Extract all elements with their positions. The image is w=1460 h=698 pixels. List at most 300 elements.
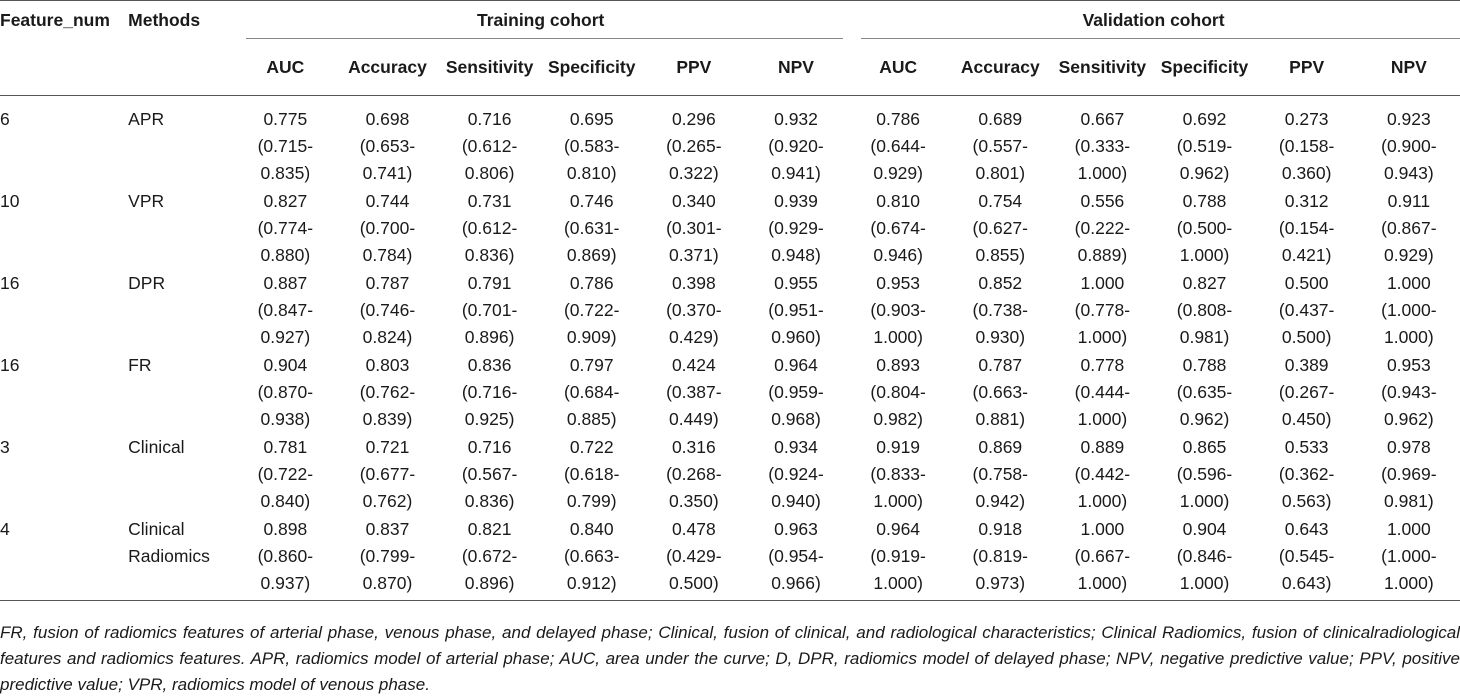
cell-method bbox=[128, 516, 234, 601]
cell-ci-part: 0.371) bbox=[669, 245, 719, 265]
cell-validation-accuracy bbox=[949, 434, 1051, 516]
cell-ci-part: (0.722- bbox=[257, 464, 314, 484]
cell-value: 0.273 bbox=[1284, 109, 1329, 129]
cell-ci-part: 0.500) bbox=[669, 573, 719, 593]
cell-ci-part: 0.981) bbox=[1384, 491, 1434, 511]
cell-method bbox=[128, 96, 234, 189]
cell-ci-part: 0.836) bbox=[464, 491, 515, 511]
cell-training-sensitivity bbox=[439, 270, 541, 352]
cell-feature-num: 3 bbox=[0, 437, 10, 457]
cell-ci-part: 0.835) bbox=[260, 163, 311, 183]
cell-training-specificity bbox=[541, 516, 643, 601]
cell-value: 0.865 bbox=[1182, 437, 1227, 457]
cell-training-sensitivity bbox=[439, 434, 541, 516]
cell-ci-part: 1.000) bbox=[1179, 245, 1230, 265]
cell-ci-part: (0.267- bbox=[1278, 382, 1335, 402]
cell-ci-part: (0.444- bbox=[1074, 382, 1131, 402]
table-row bbox=[0, 96, 1460, 189]
cell-ci-part: 0.973) bbox=[975, 573, 1026, 593]
cell-value: 0.786 bbox=[876, 109, 921, 129]
cell-method-line: DPR bbox=[128, 273, 166, 293]
cell-validation-sensitivity bbox=[1051, 270, 1153, 352]
cell-ci-part: 0.836) bbox=[464, 245, 515, 265]
cell-ci-part: 1.000) bbox=[873, 327, 923, 347]
cell-ci-part: 0.966) bbox=[771, 573, 821, 593]
header-training-auc: AUC bbox=[266, 56, 305, 77]
cell-ci-part: 0.929) bbox=[1384, 245, 1434, 265]
cell-ci-part: 0.824) bbox=[362, 327, 413, 347]
cell-value: 1.000 bbox=[1386, 519, 1431, 539]
cell-ci-part: 0.938) bbox=[260, 409, 311, 429]
cell-ci-part: 0.643) bbox=[1281, 573, 1332, 593]
cell-training-accuracy bbox=[336, 352, 438, 434]
cell-value: 0.398 bbox=[671, 273, 716, 293]
cell-ci-part: 0.500) bbox=[1281, 327, 1332, 347]
cell-ci-part: (0.867- bbox=[1381, 218, 1437, 238]
header-validation-auc: AUC bbox=[879, 56, 918, 77]
cell-validation-accuracy bbox=[949, 352, 1051, 434]
cell-ci-part: (0.943- bbox=[1381, 382, 1437, 402]
cell-value: 0.932 bbox=[774, 109, 818, 129]
cell-value: 0.689 bbox=[978, 109, 1023, 129]
cell-ci-part: (0.860- bbox=[257, 546, 314, 566]
cell-value: 0.731 bbox=[467, 191, 512, 211]
cell-validation-accuracy bbox=[949, 270, 1051, 352]
cell-ci-part: 0.870) bbox=[362, 573, 413, 593]
cell-ci-part: 0.806) bbox=[464, 163, 515, 183]
cell-validation-specificity bbox=[1153, 352, 1255, 434]
cell-ci-part: 0.855) bbox=[975, 245, 1026, 265]
cell-ci-part: (0.799- bbox=[359, 546, 416, 566]
cell-ci-part: (0.627- bbox=[972, 218, 1028, 238]
cell-value: 0.788 bbox=[1182, 355, 1227, 375]
cell-feature-num: 10 bbox=[0, 191, 20, 211]
cell-validation-auc bbox=[847, 516, 949, 601]
cell-ci-part: 1.000) bbox=[1077, 409, 1128, 429]
cell-validation-npv bbox=[1358, 352, 1460, 434]
cell-value: 0.746 bbox=[569, 191, 614, 211]
cell-ci-part: (0.667- bbox=[1074, 546, 1131, 566]
cell-value: 0.904 bbox=[1182, 519, 1227, 539]
cell-ci-part: (0.631- bbox=[563, 218, 620, 238]
cell-ci-part: (0.738- bbox=[972, 300, 1028, 320]
header-blank bbox=[0, 39, 128, 96]
cell-training-ppv bbox=[643, 352, 745, 434]
cell-validation-accuracy bbox=[949, 516, 1051, 601]
cell-validation-specificity bbox=[1153, 434, 1255, 516]
cell-ci-part: (0.920- bbox=[768, 136, 824, 156]
cell-ci-part: (0.612- bbox=[461, 136, 518, 156]
cell-ci-part: 0.937) bbox=[260, 573, 311, 593]
cell-value: 0.716 bbox=[467, 109, 512, 129]
cell-value: 0.911 bbox=[1387, 191, 1431, 211]
cell-ci-part: 0.896) bbox=[464, 327, 515, 347]
cell-ci-part: (0.663- bbox=[563, 546, 620, 566]
cell-training-ppv bbox=[643, 270, 745, 352]
cell-ci-part: (0.583- bbox=[563, 136, 620, 156]
cell-ci-part: 0.909) bbox=[566, 327, 617, 347]
cell-ci-part: (0.804- bbox=[870, 382, 926, 402]
cell-ci-part: (0.500- bbox=[1176, 218, 1233, 238]
cell-validation-specificity bbox=[1153, 516, 1255, 601]
cell-training-auc bbox=[234, 96, 336, 189]
cell-ci-part: (0.567- bbox=[461, 464, 518, 484]
header-training-ppv: PPV bbox=[676, 56, 712, 77]
cell-value: 0.953 bbox=[1386, 355, 1431, 375]
cell-training-npv bbox=[745, 188, 847, 270]
cell-value: 0.424 bbox=[671, 355, 716, 375]
cell-training-auc bbox=[234, 352, 336, 434]
cell-ci-part: (0.929- bbox=[768, 218, 824, 238]
cell-ci-part: 0.449) bbox=[669, 409, 719, 429]
cell-validation-auc bbox=[847, 352, 949, 434]
cell-value: 0.500 bbox=[1284, 273, 1329, 293]
cell-value: 0.787 bbox=[365, 273, 410, 293]
cell-ci-part: (0.674- bbox=[870, 218, 926, 238]
cell-value: 0.840 bbox=[569, 519, 614, 539]
training-cohort-underline bbox=[246, 38, 843, 39]
cell-training-accuracy bbox=[336, 188, 438, 270]
cell-validation-specificity bbox=[1153, 96, 1255, 189]
cell-validation-auc bbox=[847, 434, 949, 516]
cell-ci-part: (0.746- bbox=[359, 300, 416, 320]
cell-ci-part: (0.701- bbox=[461, 300, 518, 320]
cell-ci-part: (0.612- bbox=[461, 218, 518, 238]
cell-ci-part: 0.896) bbox=[464, 573, 515, 593]
cell-ci-part: 0.869) bbox=[566, 245, 617, 265]
cell-value: 0.852 bbox=[978, 273, 1023, 293]
cell-ci-part: 0.889) bbox=[1077, 245, 1128, 265]
cell-value: 0.478 bbox=[671, 519, 716, 539]
cell-ci-part: (0.362- bbox=[1278, 464, 1335, 484]
cell-ci-part: 0.799) bbox=[566, 491, 617, 511]
cell-ci-part: 0.563) bbox=[1281, 491, 1332, 511]
cell-ci-part: (0.429- bbox=[666, 546, 722, 566]
header-training-cohort-label: Training cohort bbox=[477, 9, 605, 30]
header-validation-cohort bbox=[847, 1, 1460, 40]
cell-ci-part: 0.839) bbox=[362, 409, 413, 429]
cell-validation-specificity bbox=[1153, 188, 1255, 270]
cell-value: 0.389 bbox=[1284, 355, 1329, 375]
cell-method bbox=[128, 352, 234, 434]
cell-validation-sensitivity bbox=[1051, 352, 1153, 434]
cell-ci-part: 1.000) bbox=[1077, 163, 1128, 183]
cell-value: 0.898 bbox=[263, 519, 308, 539]
table-row bbox=[0, 188, 1460, 270]
cell-training-auc bbox=[234, 188, 336, 270]
cell-ci-part: (0.959- bbox=[768, 382, 824, 402]
cell-ci-part: 0.801) bbox=[975, 163, 1026, 183]
cell-ci-part: (0.644- bbox=[870, 136, 926, 156]
cell-value: 0.778 bbox=[1080, 355, 1125, 375]
cell-validation-sensitivity bbox=[1051, 188, 1153, 270]
cell-training-specificity bbox=[541, 270, 643, 352]
cell-value: 0.695 bbox=[569, 109, 614, 129]
cell-feature-num: 6 bbox=[0, 109, 10, 129]
cell-ci-part: (1.000- bbox=[1381, 546, 1437, 566]
cell-training-accuracy bbox=[336, 516, 438, 601]
cell-value: 0.312 bbox=[1284, 191, 1329, 211]
cell-ci-part: 1.000) bbox=[1179, 573, 1230, 593]
cell-validation-npv bbox=[1358, 188, 1460, 270]
cell-ci-part: (0.716- bbox=[461, 382, 518, 402]
cell-ci-part: (0.900- bbox=[1381, 136, 1437, 156]
table-row bbox=[0, 270, 1460, 352]
cell-ci-part: (0.819- bbox=[972, 546, 1028, 566]
cell-value: 0.923 bbox=[1386, 109, 1431, 129]
cell-ci-part: (0.969- bbox=[1381, 464, 1437, 484]
cell-value: 1.000 bbox=[1386, 273, 1431, 293]
cell-training-specificity bbox=[541, 434, 643, 516]
cell-training-ppv bbox=[643, 434, 745, 516]
cell-ci-part: (0.700- bbox=[359, 218, 416, 238]
cell-ci-part: 0.810) bbox=[566, 163, 617, 183]
cell-training-ppv bbox=[643, 516, 745, 601]
cell-ci-part: 0.912) bbox=[566, 573, 617, 593]
header-training-sensitivity: Sensitivity bbox=[445, 56, 534, 77]
cell-ci-part: 0.943) bbox=[1384, 163, 1434, 183]
cell-ci-part: (0.545- bbox=[1278, 546, 1335, 566]
cell-method-line: VPR bbox=[128, 191, 165, 211]
cell-value: 0.904 bbox=[263, 355, 308, 375]
cell-ci-part: (0.635- bbox=[1176, 382, 1233, 402]
cell-value: 0.788 bbox=[1182, 191, 1227, 211]
cell-ci-part: 1.000) bbox=[1077, 573, 1128, 593]
cell-value: 0.964 bbox=[876, 519, 921, 539]
cell-ci-part: (0.333- bbox=[1074, 136, 1131, 156]
cell-ci-part: 0.940) bbox=[771, 491, 821, 511]
cell-value: 0.744 bbox=[365, 191, 410, 211]
cell-ci-part: 1.000) bbox=[1384, 573, 1434, 593]
cell-ci-part: 1.000) bbox=[1384, 327, 1434, 347]
header-validation-sensitivity: Sensitivity bbox=[1058, 56, 1147, 77]
cell-training-auc bbox=[234, 270, 336, 352]
cell-value: 0.791 bbox=[467, 273, 512, 293]
cell-validation-auc bbox=[847, 96, 949, 189]
cell-ci-part: 0.927) bbox=[260, 327, 311, 347]
cell-ci-part: (0.847- bbox=[257, 300, 314, 320]
cell-ci-part: (0.715- bbox=[257, 136, 314, 156]
cell-ci-part: (0.557- bbox=[972, 136, 1028, 156]
cell-ci-part: 0.741) bbox=[362, 163, 413, 183]
cell-method-line: APR bbox=[128, 109, 165, 129]
cell-ci-part: (0.222- bbox=[1074, 218, 1131, 238]
cell-value: 0.887 bbox=[263, 273, 308, 293]
cell-training-auc bbox=[234, 516, 336, 601]
cell-ci-part: (0.774- bbox=[257, 218, 314, 238]
cell-method-line: FR bbox=[128, 355, 152, 375]
cell-value: 0.821 bbox=[467, 519, 512, 539]
cell-ci-part: 0.429) bbox=[669, 327, 719, 347]
cell-validation-ppv bbox=[1256, 188, 1358, 270]
cell-validation-sensitivity bbox=[1051, 434, 1153, 516]
cell-ci-part: (0.722- bbox=[563, 300, 620, 320]
header-training-accuracy: Accuracy bbox=[348, 56, 427, 77]
cell-validation-auc bbox=[847, 188, 949, 270]
header-validation-accuracy: Accuracy bbox=[960, 56, 1040, 77]
cell-ci-part: 0.885) bbox=[566, 409, 617, 429]
cell-ci-part: 0.322) bbox=[669, 163, 719, 183]
cell-validation-auc bbox=[847, 270, 949, 352]
cell-method bbox=[128, 434, 234, 516]
cell-training-accuracy bbox=[336, 96, 438, 189]
cell-ci-part: 0.962) bbox=[1179, 163, 1230, 183]
cell-feature-num: 16 bbox=[0, 273, 20, 293]
cell-ci-part: (0.370- bbox=[666, 300, 722, 320]
table-footnote: FR, fusion of radiomics features of arterial phase, venous phase, and delayed phase; Clinical, fusion of clinical, and radiological characteristics; Clinical Radiomics, fusion of clinicalradiological features and radiomics features. APR, radiomics model of arterial phase; AUC, area under the curve; D, DPR, radiomics model of delayed phase; NPV, negative predictive value; PPV, positive predictive value; VPR, radiomics model of venous phase. bbox=[0, 623, 1460, 694]
cell-ci-part: 0.962) bbox=[1179, 409, 1230, 429]
header-validation-npv: NPV bbox=[1390, 56, 1427, 77]
cell-validation-npv bbox=[1358, 434, 1460, 516]
cell-method-line: Clinical bbox=[128, 437, 185, 457]
cell-training-specificity bbox=[541, 352, 643, 434]
cell-ci-part: (1.000- bbox=[1381, 300, 1437, 320]
cell-value: 0.781 bbox=[263, 437, 308, 457]
cell-value: 0.810 bbox=[876, 191, 921, 211]
cell-ci-part: (0.265- bbox=[666, 136, 722, 156]
cell-value: 0.919 bbox=[876, 437, 921, 457]
cell-ci-part: 0.450) bbox=[1281, 409, 1332, 429]
cell-training-npv bbox=[745, 96, 847, 189]
header-training-specificity: Specificity bbox=[547, 56, 636, 77]
cell-method-line: Clinical bbox=[128, 519, 185, 539]
cell-ci-part: 1.000) bbox=[1179, 491, 1230, 511]
cell-ci-part: (0.870- bbox=[257, 382, 314, 402]
cell-value: 0.643 bbox=[1284, 519, 1329, 539]
header-validation-specificity: Specificity bbox=[1160, 56, 1249, 77]
cell-method bbox=[128, 188, 234, 270]
cell-ci-part: (0.903- bbox=[870, 300, 926, 320]
cell-value: 0.803 bbox=[365, 355, 410, 375]
cell-value: 0.722 bbox=[569, 437, 614, 457]
cell-ci-part: (0.387- bbox=[666, 382, 722, 402]
cell-ci-part: 0.929) bbox=[873, 163, 923, 183]
cell-ci-part: (0.762- bbox=[359, 382, 416, 402]
cell-ci-part: 0.930) bbox=[975, 327, 1026, 347]
cell-ci-part: 1.000) bbox=[1077, 327, 1128, 347]
cell-ci-part: 0.421) bbox=[1281, 245, 1332, 265]
cell-validation-sensitivity bbox=[1051, 96, 1153, 189]
cell-value: 0.316 bbox=[671, 437, 716, 457]
cell-validation-accuracy bbox=[949, 96, 1051, 189]
cell-validation-ppv bbox=[1256, 352, 1358, 434]
table-row bbox=[0, 352, 1460, 434]
cell-ci-part: (0.919- bbox=[870, 546, 926, 566]
table-row bbox=[0, 516, 1460, 601]
cell-ci-part: (0.154- bbox=[1278, 218, 1335, 238]
cell-training-npv bbox=[745, 516, 847, 601]
cell-validation-ppv bbox=[1256, 270, 1358, 352]
cell-validation-specificity bbox=[1153, 270, 1255, 352]
cell-ci-part: 0.946) bbox=[873, 245, 923, 265]
cell-training-auc bbox=[234, 434, 336, 516]
cell-ci-part: (0.442- bbox=[1074, 464, 1131, 484]
cell-method-line: Radiomics bbox=[128, 546, 210, 566]
cell-value: 0.716 bbox=[467, 437, 512, 457]
cell-ci-part: (0.653- bbox=[359, 136, 416, 156]
header-validation-cohort-label: Validation cohort bbox=[1082, 9, 1225, 30]
cell-training-npv bbox=[745, 270, 847, 352]
cell-ci-part: 0.925) bbox=[464, 409, 515, 429]
cell-ci-part: 0.942) bbox=[975, 491, 1026, 511]
cell-value: 0.340 bbox=[671, 191, 716, 211]
cell-value: 0.837 bbox=[365, 519, 410, 539]
cell-value: 0.955 bbox=[774, 273, 818, 293]
cell-value: 0.786 bbox=[569, 273, 614, 293]
cell-value: 0.667 bbox=[1080, 109, 1125, 129]
cell-ci-part: (0.268- bbox=[666, 464, 722, 484]
validation-cohort-underline bbox=[861, 38, 1460, 39]
cell-ci-part: (0.954- bbox=[768, 546, 824, 566]
cell-value: 0.556 bbox=[1080, 191, 1125, 211]
header-validation-ppv: PPV bbox=[1289, 56, 1325, 77]
cell-ci-part: 1.000) bbox=[873, 491, 923, 511]
cell-ci-part: 0.982) bbox=[873, 409, 923, 429]
cell-ci-part: (0.924- bbox=[768, 464, 824, 484]
cell-value: 0.934 bbox=[774, 437, 818, 457]
cell-value: 0.296 bbox=[671, 109, 716, 129]
cell-ci-part: 0.941) bbox=[771, 163, 821, 183]
cell-ci-part: (0.672- bbox=[461, 546, 518, 566]
cell-validation-sensitivity bbox=[1051, 516, 1153, 601]
cell-ci-part: (0.846- bbox=[1176, 546, 1233, 566]
cell-feature-num: 4 bbox=[0, 519, 10, 539]
cell-value: 0.939 bbox=[774, 191, 818, 211]
cell-training-ppv bbox=[643, 96, 745, 189]
cell-ci-part: (0.778- bbox=[1074, 300, 1131, 320]
cell-ci-part: 1.000) bbox=[1077, 491, 1128, 511]
header-methods: Methods bbox=[128, 9, 201, 30]
cell-training-accuracy bbox=[336, 270, 438, 352]
cell-value: 0.827 bbox=[263, 191, 308, 211]
table-row bbox=[0, 434, 1460, 516]
cell-ci-part: 0.350) bbox=[669, 491, 719, 511]
cell-method bbox=[128, 270, 234, 352]
cell-ci-part: (0.758- bbox=[972, 464, 1028, 484]
cell-ci-part: 0.840) bbox=[260, 491, 311, 511]
cell-ci-part: 0.360) bbox=[1281, 163, 1332, 183]
cell-ci-part: (0.833- bbox=[870, 464, 926, 484]
cell-value: 0.869 bbox=[978, 437, 1023, 457]
cell-ci-part: 1.000) bbox=[873, 573, 923, 593]
cell-validation-ppv bbox=[1256, 96, 1358, 189]
cell-validation-npv bbox=[1358, 516, 1460, 601]
cell-value: 0.893 bbox=[876, 355, 921, 375]
cell-value: 0.964 bbox=[774, 355, 818, 375]
cell-value: 0.787 bbox=[978, 355, 1023, 375]
cell-training-specificity bbox=[541, 188, 643, 270]
cell-ci-part: (0.158- bbox=[1278, 136, 1335, 156]
cell-ci-part: (0.596- bbox=[1176, 464, 1233, 484]
cell-ci-part: 0.960) bbox=[771, 327, 821, 347]
cell-ci-part: 0.962) bbox=[1384, 409, 1434, 429]
cell-value: 0.836 bbox=[467, 355, 512, 375]
cell-ci-part: (0.677- bbox=[359, 464, 416, 484]
cell-value: 0.692 bbox=[1182, 109, 1227, 129]
cell-ci-part: (0.684- bbox=[563, 382, 620, 402]
cell-ci-part: (0.519- bbox=[1176, 136, 1233, 156]
cell-validation-npv bbox=[1358, 96, 1460, 189]
cell-ci-part: 0.948) bbox=[771, 245, 821, 265]
cell-value: 0.978 bbox=[1386, 437, 1431, 457]
cell-ci-part: (0.437- bbox=[1278, 300, 1335, 320]
cell-ci-part: 0.981) bbox=[1179, 327, 1230, 347]
cell-training-sensitivity bbox=[439, 516, 541, 601]
cell-validation-ppv bbox=[1256, 434, 1358, 516]
cell-value: 0.721 bbox=[365, 437, 410, 457]
cell-value: 1.000 bbox=[1080, 519, 1125, 539]
cell-validation-ppv bbox=[1256, 516, 1358, 601]
